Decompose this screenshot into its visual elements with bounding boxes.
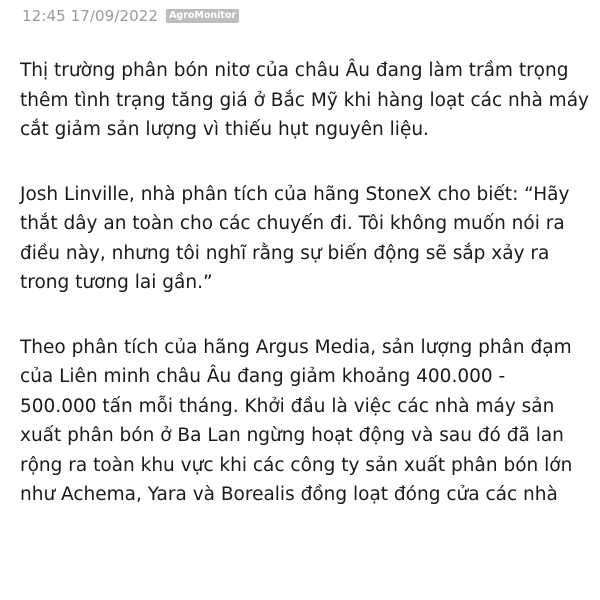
paragraph-2 [20,180,590,298]
text-line: Theo phân tích của hãng Argus Media, sản lượng phân đạm [20,336,572,358]
text-line: rộng ra toàn khu vực khi các công ty sản xuất phân bón lớn [20,454,573,476]
paragraph-3 [20,333,590,510]
text-line: 500.000 tấn mỗi tháng. Khởi đầu là việc các nhà máy sản [20,395,555,417]
text-line: điều này, nhưng tôi nghĩ rằng sự biến động sẽ sắp xảy ra [20,242,550,264]
text-line: như Achema, Yara và Borealis đồng loạt đóng cửa các nhà [20,484,558,505]
paragraph-1 [20,56,590,145]
source-badge: AgroMonitor [166,9,239,23]
text-line: trong tương lai gần.” [20,272,213,293]
text-line: cắt giảm sản lượng vì thiếu hụt nguyên liệu. [20,119,429,140]
text-line: xuất phân bón ở Ba Lan ngừng hoạt động và sau đó đã lan [20,425,564,446]
text-line: Josh Linville, nhà phân tích của hãng StoneX cho biết: “Hãy [20,183,570,205]
article-body [20,56,590,545]
text-line: thắt dây an toàn cho các chuyến đi. Tôi không muốn nói ra [20,213,565,234]
timestamp: 12:45 17/09/2022 [22,7,159,25]
text-line: Thị trường phân bón nitơ của châu Âu đang làm trầm trọng [20,60,569,81]
text-line: của Liên minh châu Âu đang giảm khoảng 400.000 - [20,366,506,387]
text-line: thêm tình trạng tăng giá ở Bắc Mỹ khi hàng loạt các nhà máy [20,89,589,111]
article-meta [22,6,239,26]
